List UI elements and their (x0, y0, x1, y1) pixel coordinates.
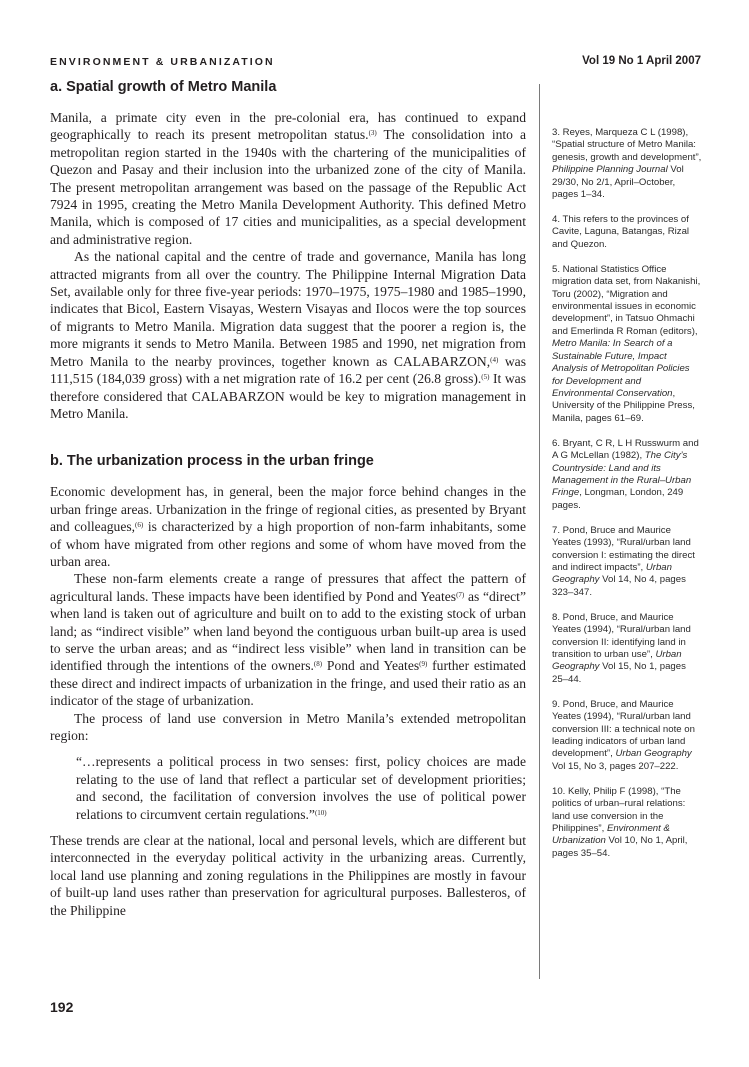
footnotes-column (552, 127, 702, 873)
column-divider (539, 84, 540, 979)
paragraph: These trends are clear at the national, local and personal levels, which are different but interconnected in the everyday political activity in the urbanizing areas. Currently, local land use planning and zoning regulations in the Philippines are mostly in favour of built-up land uses rather than preservation for agricultural purposes. Ballesteros, of the Philippine (50, 833, 526, 918)
footnote (552, 127, 702, 201)
note-text: 8. Pond, Bruce, and Maurice Yeates (1994), “Rural/urban land conversion II: identifying land in transition to urban use”, (552, 611, 691, 660)
note-text: 5. National Statistics Office migration data set, from Nakanishi, Toru (2002), “Migration and environmental issues in economic development”, in Tatsuo Ohmachi and Emerlinda R Roman (editors), (552, 263, 701, 337)
paragraph (50, 483, 526, 570)
footnote-ref: (3) (368, 129, 377, 138)
note-text: Vol 15, No 1, pages 25–44. (552, 661, 686, 685)
footnote-ref: (4) (490, 355, 499, 364)
section-b-heading (50, 452, 526, 471)
journal-header: ENVIRONMENT & URBANIZATION (50, 56, 275, 68)
note-text: 6. Bryant, C R, L H Russwurm and A G McLellan (1982), (552, 437, 699, 462)
paragraph (50, 570, 526, 709)
note-text: Vol 15, No 3, pages 207–222. (552, 760, 679, 772)
text-run: Pond and Yeates (322, 658, 420, 674)
note-text: 3. Reyes, Marqueza C L (1998), “Spatial structure of Metro Manila: genesis, growth and development”, (552, 127, 702, 163)
paragraph (50, 109, 526, 248)
text-run: is characterized by a high proportion of non-farm inhabitants, some of whom have migrated from other regions and some of whom have moved from the urban area. (50, 519, 526, 569)
text-run: As the national capital and the centre of trade and governance, Manila has long attracted migrants from all over the country. The Philippine Internal Migration Data Set, available only for three five-year periods: 1970–1975, 1975–1980 and 1985–1990, indicates that Bicol, Eastern Visayas, Western Visayas and Ilocos were the top sources of migrants to Metro Manila. Migration data suggest that the poorer a region is, the more migrants it sends to Metro Manila. Between 1985 and 1990, net migration from Metro Manila to the nearby provinces, together known as CALABARZON, (50, 249, 526, 369)
footnote (552, 438, 702, 512)
paragraph: The process of land use conversion in Metro Manila’s extended metropolitan region: (50, 710, 526, 743)
footnote (552, 612, 702, 686)
footnote-ref: (9) (419, 660, 428, 669)
footnote-ref: (5) (481, 373, 490, 382)
text-run: These non-farm elements create a range of pressures that affect the pattern of agricultural lands. These impacts have been identified by Pond and Yeates (50, 571, 526, 604)
section-b-title: The urbanization process in the urban fringe (66, 453, 374, 470)
text-run: as “direct” when land is taken out of agriculture and built on to add to the existing stock of urban land; as “indirect visible” when land beyond the contiguous urban built-up area is used to serve the urban areas; and as “indirect less visible” when land in transition can be identified through the intentions of the owners. (50, 588, 526, 674)
note-text: 9. Pond, Bruce, and Maurice Yeates (1994), “Rural/urban land conversion III: a technical note on leading indicators of urban land development”, (552, 698, 695, 760)
note-text: , University of the Philippine Press, Manila, pages 61–69. (552, 387, 695, 424)
note-text: 4. This refers to the provinces of Cavite, Laguna, Batangas, Rizal and Quezon. (552, 214, 690, 250)
note-italic: Urban Geography (615, 748, 692, 760)
issue-header: Vol 19 No 1 April 2007 (582, 55, 701, 67)
text-run: Manila, a primate city even in the pre-colonial era, has continued to expand geographically to reach its present metropolitan status. (50, 110, 526, 143)
block-quote (76, 753, 526, 823)
note-italic: Urban Geography (552, 649, 682, 673)
text-run: It was therefore considered that CALABARZON would be key to migration management in Metro Manila. (50, 371, 526, 421)
note-italic: Metro Manila: In Search of a Sustainable Future, Impact Analysis of Metropolitan Policies for Development and Environmental Conservation (552, 338, 690, 399)
note-text: 10. Kelly, Philip F (1998), “The politics of urban–rural relations: land use conversion in the Philippines”, (552, 785, 686, 835)
note-italic: Urban Geography (552, 561, 672, 586)
text-run: The consolidation into a metropolitan region started in the 1940s with the chartering of the municipalities of Quezon and Pasay and their inclusion into the urbanized zone of the city of Manila. The present metropolitan arrangement was based on the passage of the Republic Act 7924 in 1995, creating the Metro Manila Development Authority. This defined Metro Manila, which is composed of 17 cities and municipalities, as a special development and administrative region. (50, 127, 526, 247)
note-text: Vol 10, No 1, April, pages 35–54. (552, 835, 688, 859)
paragraph (50, 248, 526, 422)
note-text: 7. Pond, Bruce and Maurice Yeates (1993), “Rural/urban land conversion I: estimating the direct and indirect impacts”, (552, 524, 695, 573)
note-text: Vol 14, No 4, pages 323–347. (552, 574, 686, 598)
footnote-ref: (10) (314, 808, 327, 817)
note-text: Vol 29/30, No 2/1, April–October, pages 1–34. (552, 164, 684, 201)
text-run: Economic development has, in general, been the major force behind changes in the urban fringe areas. Urbanization in the fringe of regional cities, as presented by Bryant and colleagues, (50, 484, 526, 535)
text-run: was 111,515 (184,039 gross) with a net migration rate of 16.2 per cent (26.8 gross). (50, 353, 526, 387)
section-a-title: Spatial growth of Metro Manila (66, 79, 277, 95)
footnote (552, 786, 702, 860)
section-b-letter: b. (50, 453, 63, 470)
footnote-ref: (6) (135, 521, 144, 530)
page-number: 192 (50, 999, 74, 1015)
section-a-letter: a. (50, 79, 63, 95)
footnote (552, 264, 702, 425)
main-column (50, 78, 526, 919)
footnote (552, 525, 702, 599)
footnote-ref: (7) (456, 590, 465, 599)
text-run: further estimated these direct and indirect impacts of urbanization in the fringe, and used their ratio as an indicator of the stage of urbanization. (50, 658, 526, 709)
footnote (552, 699, 702, 773)
note-italic: Philippine Planning Journal (552, 164, 668, 176)
note-italic: The City’s Countryside: Land and its Management in the Rural–Urban Fringe (552, 450, 692, 499)
note-text: , Longman, London, 249 pages. (552, 487, 684, 511)
quote-text: “…represents a political process in two senses: first, policy choices are made relating to the use of land that reflect a particular set of development priorities; and second, the facilitation of conversion involves the use of political power relations to circumvent certain regulations.” (76, 754, 526, 822)
note-italic: Environment & Urbanization (552, 823, 670, 847)
section-a-heading (50, 78, 526, 97)
footnote-ref: (8) (313, 660, 323, 669)
footnote (552, 214, 702, 251)
